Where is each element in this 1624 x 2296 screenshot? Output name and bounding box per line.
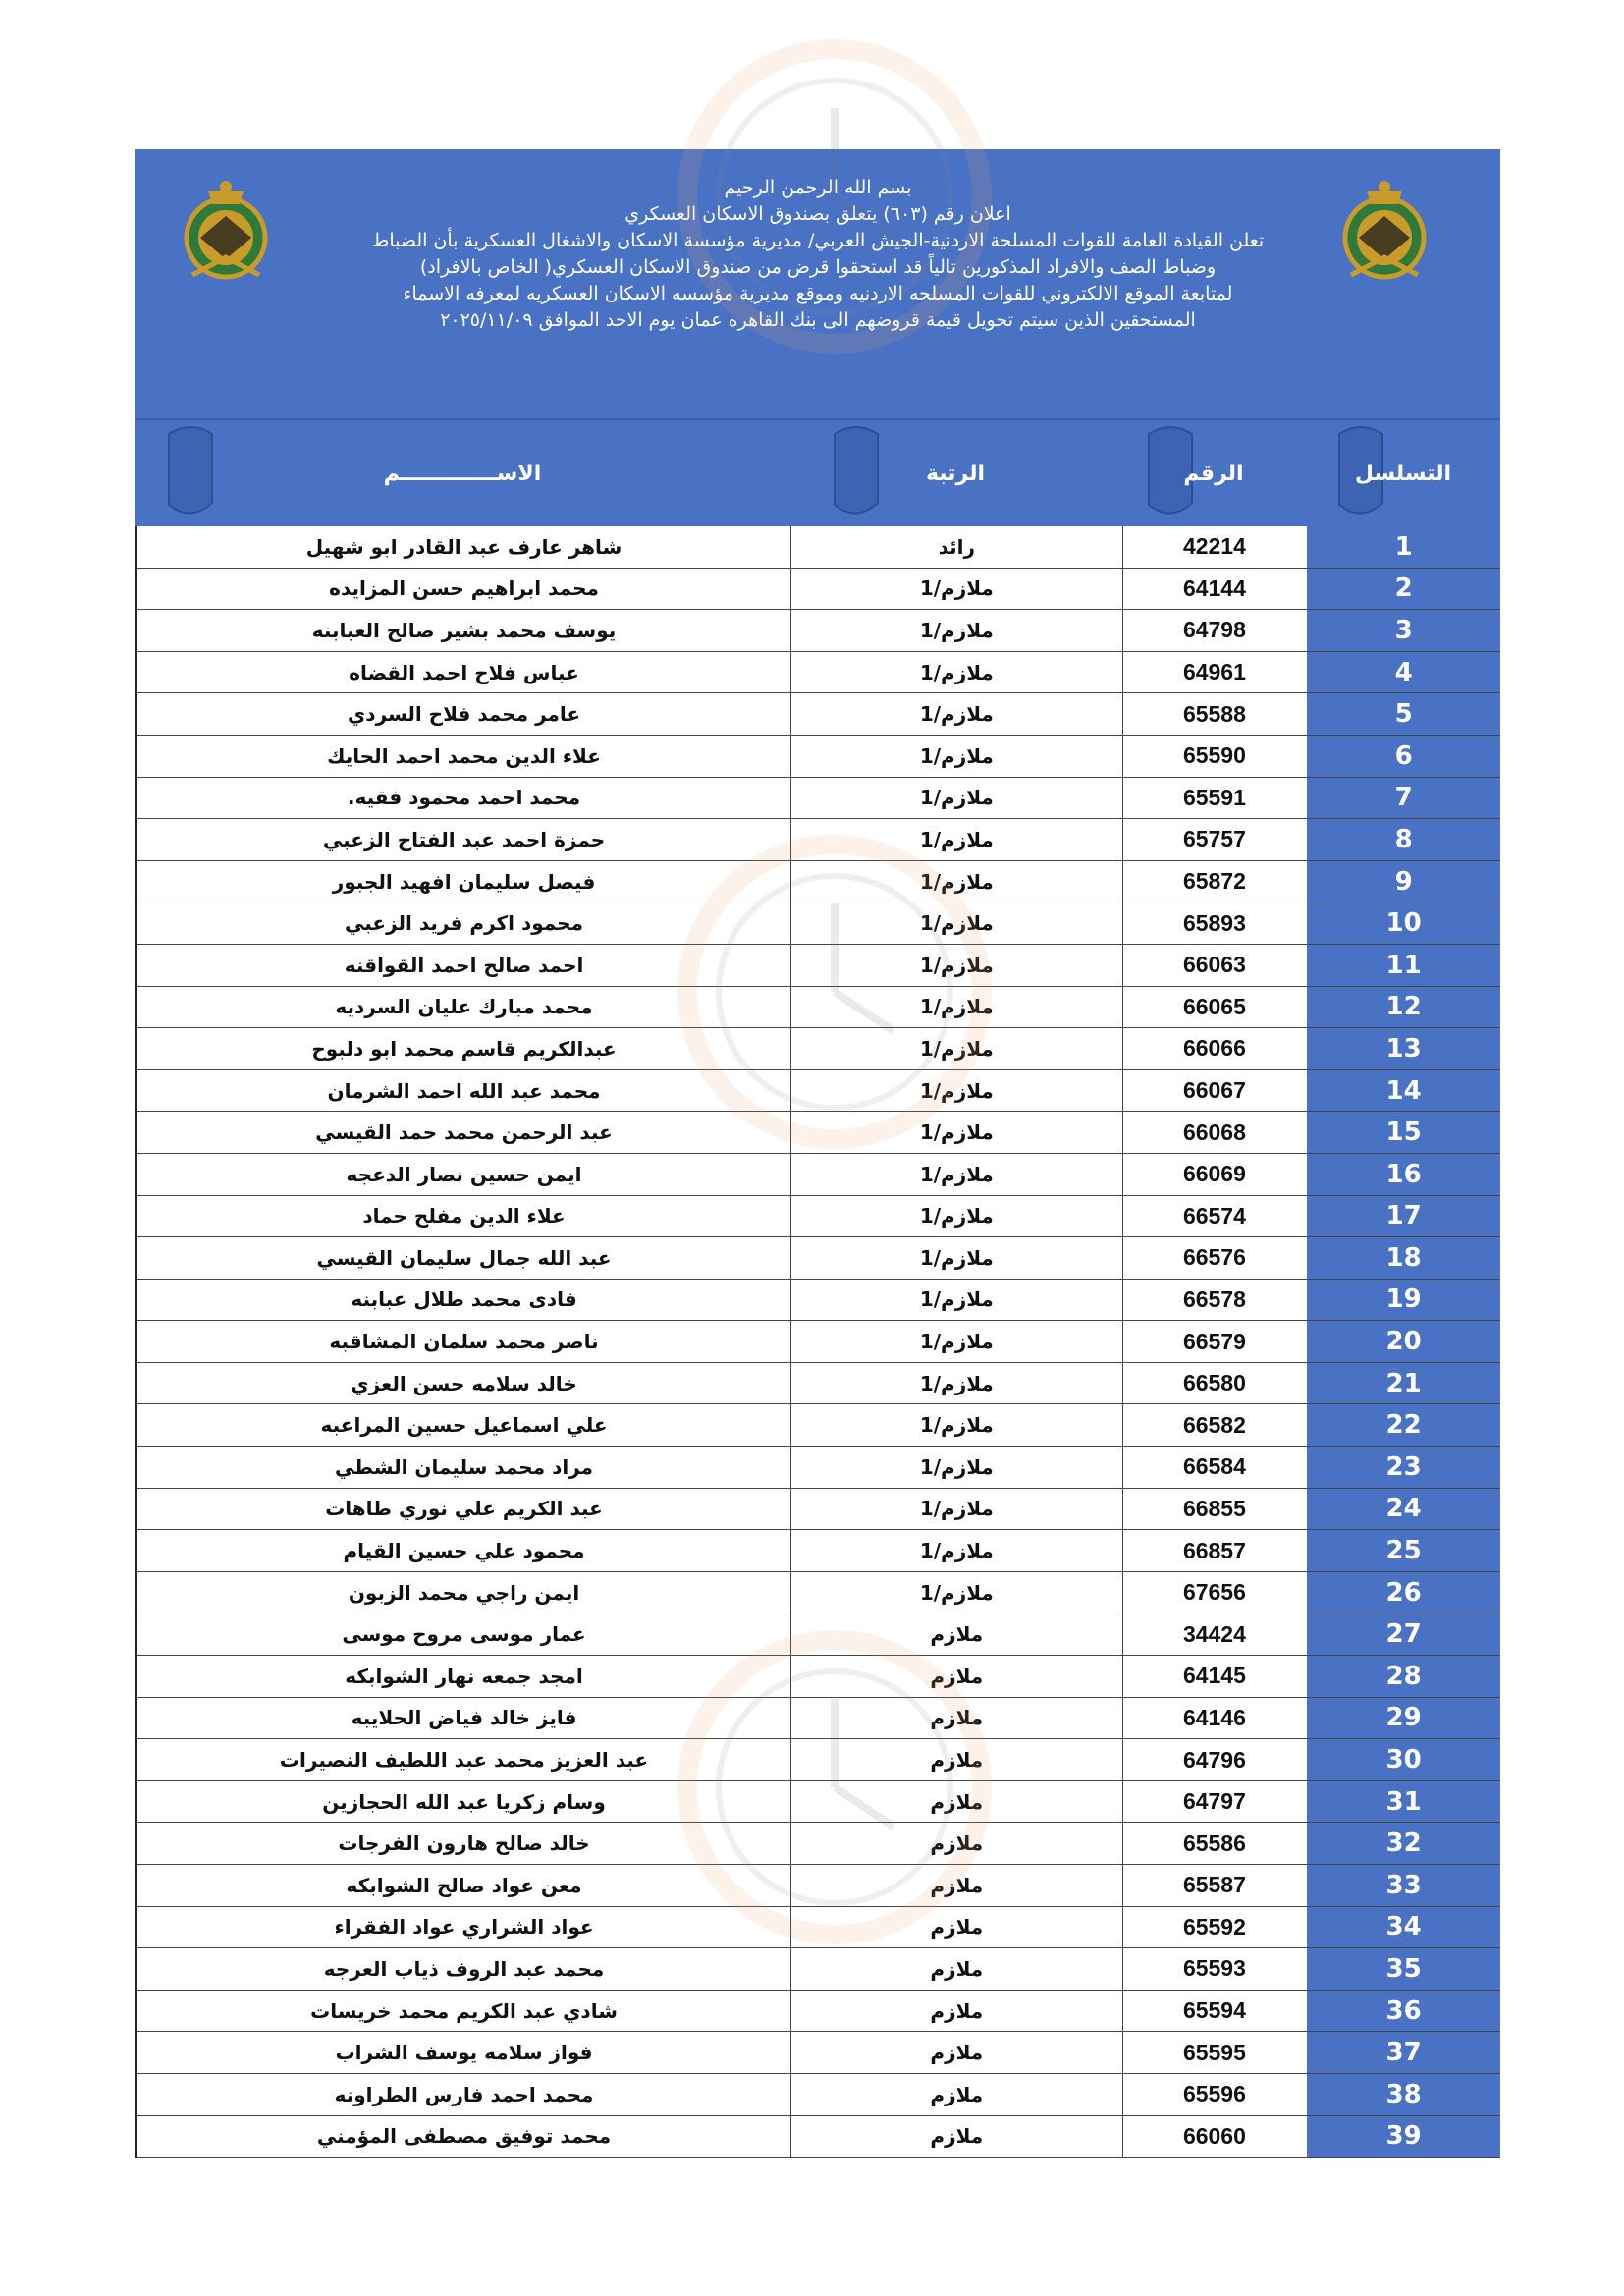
table-row <box>137 1739 1500 1781</box>
number-cell: 64145 <box>1122 1656 1307 1697</box>
table-row <box>137 693 1500 736</box>
number-cell: 66063 <box>1122 945 1307 986</box>
serial-cell: 20 <box>1306 1321 1500 1362</box>
name-cell: علاء الدين مفلح حماد <box>362 1204 566 1229</box>
table-row <box>137 2074 1500 2116</box>
name-cell: فايز خالد فياض الحلايبه <box>351 1706 577 1730</box>
number-cell: 66067 <box>1122 1070 1307 1112</box>
rank-cell: ملازم/1 <box>790 1196 1122 1237</box>
announcement-text <box>332 175 1304 334</box>
serial-cell: 33 <box>1306 1865 1500 1906</box>
name-cell: محمد عبد الله احمد الشرمان <box>327 1078 601 1103</box>
table-row <box>137 861 1500 903</box>
name-cell: علي اسماعيل حسين المراعبه <box>320 1413 608 1438</box>
serial-cell: 5 <box>1306 693 1500 735</box>
number-cell: 67656 <box>1122 1572 1307 1613</box>
table-row <box>137 1948 1500 1991</box>
number-cell: 65893 <box>1122 902 1307 944</box>
rank-cell: ملازم/1 <box>790 987 1122 1028</box>
name-cell: عمار موسى مروح موسى <box>342 1622 586 1647</box>
serial-cell: 34 <box>1306 1907 1500 1948</box>
table-row <box>137 1028 1500 1070</box>
table-row <box>137 1112 1500 1154</box>
rank-cell: ملازم <box>790 2116 1122 2158</box>
table-row <box>137 652 1500 694</box>
name-cell: محمد توفيق مصطفى المؤمني <box>316 2124 612 2149</box>
serial-cell: 25 <box>1306 1530 1500 1571</box>
rank-cell: ملازم/1 <box>790 1321 1122 1362</box>
number-cell: 66857 <box>1122 1530 1307 1571</box>
table-row <box>137 1613 1500 1656</box>
number-cell: 65596 <box>1122 2074 1307 2115</box>
serial-cell: 22 <box>1306 1404 1500 1446</box>
number-cell: 65594 <box>1122 1991 1307 2032</box>
number-cell: 65595 <box>1122 2032 1307 2073</box>
name-cell: وسام زكريا عبد الله الحجازين <box>322 1789 606 1814</box>
name-cell: عواد الشراري عواد الفقراء <box>334 1915 594 1940</box>
number-cell: 66069 <box>1122 1154 1307 1195</box>
serial-cell: 3 <box>1306 610 1500 651</box>
number-cell: 65588 <box>1122 693 1307 735</box>
number-cell: 65593 <box>1122 1948 1307 1990</box>
serial-cell: 36 <box>1306 1991 1500 2032</box>
table-row <box>137 610 1500 652</box>
serial-cell: 10 <box>1306 902 1500 944</box>
rank-cell: ملازم/1 <box>790 1070 1122 1112</box>
number-cell: 42214 <box>1122 526 1307 568</box>
rank-cell: ملازم/1 <box>790 1489 1122 1530</box>
name-cell: عبدالكريم قاسم محمد ابو دلبوح <box>311 1036 617 1061</box>
table-row <box>137 1656 1500 1698</box>
announcement-line: وضباط الصف والافراد المذكورين تالياً قد استحقوا قرض من صندوق الاسكان العسكري( الخاص بالافراد) <box>419 256 1217 278</box>
number-cell: 64961 <box>1122 652 1307 693</box>
name-cell: ايمن حسين نصار الدعجه <box>346 1162 582 1186</box>
number-cell: 65592 <box>1122 1907 1307 1948</box>
name-cell: محمود اكرم فريد الزعبي <box>345 911 583 936</box>
rank-cell: ملازم <box>790 1781 1122 1823</box>
serial-cell: 6 <box>1306 736 1500 777</box>
column-header-name: الاســـــــــــــم <box>135 420 789 526</box>
table-row <box>137 1070 1500 1113</box>
number-cell: 64796 <box>1122 1739 1307 1780</box>
number-cell: 64798 <box>1122 610 1307 651</box>
name-cell: علاء الدين محمد احمد الحايك <box>327 743 601 768</box>
number-cell: 66574 <box>1122 1196 1307 1237</box>
table-row <box>137 1823 1500 1865</box>
rank-cell: ملازم/1 <box>790 1572 1122 1613</box>
serial-cell: 4 <box>1306 652 1500 693</box>
name-cell: مراد محمد سليمان الشطي <box>335 1454 594 1479</box>
rank-cell: ملازم/1 <box>790 1404 1122 1446</box>
announcement-line: المستحقين الذين سيتم تحويل قيمة قروضهم الى بنك القاهره عمان يوم الاحد الموافق ٢٠٢٥/١١/٠٩ <box>440 309 1196 331</box>
rank-cell: ملازم <box>790 2032 1122 2073</box>
name-cell: ناصر محمد سلمان المشاقبه <box>329 1330 599 1354</box>
name-cell: محمد ابراهيم حسن المزايده <box>329 576 599 601</box>
rank-cell: ملازم/1 <box>790 736 1122 777</box>
number-cell: 66576 <box>1122 1237 1307 1279</box>
basmala-line: بسم الله الرحمن الرحيم <box>724 177 912 198</box>
table-row <box>137 569 1500 611</box>
number-cell: 66578 <box>1122 1280 1307 1321</box>
rank-cell: ملازم/1 <box>790 1028 1122 1069</box>
number-cell: 64144 <box>1122 569 1307 610</box>
table-row <box>137 526 1500 569</box>
serial-cell: 15 <box>1306 1112 1500 1153</box>
number-cell: 65587 <box>1122 1865 1307 1906</box>
rank-cell: ملازم <box>790 1991 1122 2032</box>
table-row <box>137 1280 1500 1322</box>
number-cell: 65757 <box>1122 819 1307 860</box>
rank-cell: ملازم/1 <box>790 778 1122 819</box>
rank-cell: ملازم/1 <box>790 569 1122 610</box>
table-row <box>137 1447 1500 1489</box>
number-cell: 65591 <box>1122 778 1307 819</box>
jordan-armed-forces-emblem-icon <box>179 177 273 285</box>
serial-cell: 27 <box>1306 1613 1500 1655</box>
table-row <box>137 1237 1500 1280</box>
announcement-header <box>135 149 1500 418</box>
rank-cell: ملازم/1 <box>790 1112 1122 1153</box>
announcement-line: لمتابعة الموقع الالكتروني للقوات المسلحه الاردنيه وموقع مديرية مؤسسه الاسكان العسكريه لمعرفه الاسماء <box>403 283 1233 304</box>
name-cell: فيصل سليمان افهيد الجبور <box>332 869 596 894</box>
announcement-title: اعلان رقم (٦٠٣) يتعلق بصندوق الاسكان العسكري <box>624 203 1011 225</box>
serial-cell: 39 <box>1306 2116 1500 2158</box>
table-row <box>137 1907 1500 1949</box>
name-cell: ايمن راجي محمد الزبون <box>348 1580 580 1605</box>
number-cell: 66065 <box>1122 987 1307 1028</box>
name-cell: شادي عبد الكريم محمد خريسات <box>310 1998 618 2023</box>
number-cell: 66068 <box>1122 1112 1307 1153</box>
rank-cell: ملازم <box>790 1613 1122 1655</box>
name-cell: حمزة احمد عبد الفتاح الزعبي <box>322 827 606 851</box>
name-cell: محمد احمد محمود فقيه. <box>347 786 581 810</box>
serial-cell: 16 <box>1306 1154 1500 1195</box>
table-row <box>137 778 1500 820</box>
column-header-number: الرقم <box>1121 420 1306 526</box>
number-cell: 66855 <box>1122 1489 1307 1530</box>
name-cell: فادى محمد طلال عبابنه <box>351 1287 577 1312</box>
serial-cell: 1 <box>1306 526 1500 568</box>
number-cell: 65586 <box>1122 1823 1307 1864</box>
serial-cell: 17 <box>1306 1196 1500 1237</box>
rank-cell: ملازم/1 <box>790 693 1122 735</box>
table-row <box>137 1572 1500 1614</box>
number-cell: 66582 <box>1122 1404 1307 1446</box>
rank-cell: ملازم <box>790 1739 1122 1780</box>
rank-cell: ملازم/1 <box>790 902 1122 944</box>
scroll-banner-icon <box>827 424 886 522</box>
rank-cell: ملازم <box>790 2074 1122 2115</box>
announcement-sheet <box>135 149 1500 2158</box>
serial-cell: 38 <box>1306 2074 1500 2115</box>
serial-cell: 28 <box>1306 1656 1500 1697</box>
number-cell: 66580 <box>1122 1363 1307 1404</box>
name-cell: محمد عبد الروف ذياب العرجه <box>323 1956 605 1981</box>
serial-cell: 9 <box>1306 861 1500 902</box>
table-header <box>135 418 1500 526</box>
table-row <box>137 2116 1500 2159</box>
rank-cell: ملازم <box>790 1698 1122 1739</box>
serial-cell: 24 <box>1306 1489 1500 1530</box>
serial-cell: 31 <box>1306 1781 1500 1823</box>
rank-cell: ملازم/1 <box>790 1530 1122 1571</box>
serial-cell: 18 <box>1306 1237 1500 1279</box>
scroll-banner-icon <box>161 424 220 522</box>
name-cell: خالد صالح هارون الفرجات <box>338 1831 590 1856</box>
rank-cell: ملازم/1 <box>790 1280 1122 1321</box>
rank-cell: ملازم/1 <box>790 610 1122 651</box>
serial-cell: 11 <box>1306 945 1500 986</box>
table-row <box>137 1363 1500 1405</box>
name-cell: عبد العزيز محمد عبد اللطيف النصيرات <box>279 1748 649 1773</box>
name-cell: خالد سلامه حسن العزي <box>351 1371 577 1395</box>
table-row <box>137 945 1500 987</box>
name-cell: يوسف محمد بشير صالح العبابنه <box>311 618 617 642</box>
table-row <box>137 1489 1500 1531</box>
rank-cell: ملازم <box>790 1656 1122 1697</box>
serial-cell: 32 <box>1306 1823 1500 1864</box>
table-row <box>137 1154 1500 1196</box>
name-cell: عامر محمد فلاح السردي <box>347 702 581 727</box>
rank-cell: ملازم <box>790 1865 1122 1906</box>
column-header-serial: التسلسل <box>1306 420 1500 526</box>
rank-cell: ملازم/1 <box>790 945 1122 986</box>
number-cell: 66584 <box>1122 1447 1307 1488</box>
rank-cell: ملازم/1 <box>790 819 1122 860</box>
serial-cell: 14 <box>1306 1070 1500 1112</box>
serial-cell: 26 <box>1306 1572 1500 1613</box>
number-cell: 66066 <box>1122 1028 1307 1069</box>
rank-cell: ملازم/1 <box>790 1237 1122 1279</box>
rank-cell: ملازم/1 <box>790 861 1122 902</box>
announcement-line: تعلن القيادة العامة للقوات المسلحة الاردنية-الجيش العربي/ مديرية مؤسسة الاسكان والاشغال العسكرية بأن الضباط <box>371 230 1265 251</box>
name-cell: عبد الرحمن محمد حمد القيسي <box>315 1121 613 1145</box>
serial-cell: 23 <box>1306 1447 1500 1488</box>
rank-cell: رائد <box>790 526 1122 568</box>
rank-cell: ملازم <box>790 1907 1122 1948</box>
serial-cell: 8 <box>1306 819 1500 860</box>
name-cell: احمد صالح احمد القواقنه <box>344 953 584 977</box>
table-row <box>137 987 1500 1029</box>
rank-cell: ملازم <box>790 1948 1122 1990</box>
table-row <box>137 1404 1500 1447</box>
name-cell: عبد الله جمال سليمان القيسي <box>316 1245 612 1270</box>
number-cell: 64797 <box>1122 1781 1307 1823</box>
table-row <box>137 1781 1500 1824</box>
serial-cell: 30 <box>1306 1739 1500 1780</box>
number-cell: 66579 <box>1122 1321 1307 1362</box>
name-cell: شاهر عارف عبد القادر ابو شهيل <box>305 534 623 559</box>
rank-cell: ملازم <box>790 1823 1122 1864</box>
serial-cell: 19 <box>1306 1280 1500 1321</box>
number-cell: 66060 <box>1122 2116 1307 2158</box>
table-row <box>137 819 1500 861</box>
table-row <box>137 1321 1500 1363</box>
name-cell: محمد احمد فارس الطراونه <box>334 2082 594 2106</box>
serial-cell: 21 <box>1306 1363 1500 1404</box>
rank-cell: ملازم/1 <box>790 652 1122 693</box>
number-cell: 64146 <box>1122 1698 1307 1739</box>
number-cell: 65872 <box>1122 861 1307 902</box>
table-row <box>137 1530 1500 1572</box>
name-cell: عبد الكريم علي نوري طاهات <box>325 1497 603 1521</box>
serial-cell: 37 <box>1306 2032 1500 2073</box>
serial-cell: 12 <box>1306 987 1500 1028</box>
name-cell: محمود علي حسين القيام <box>343 1539 585 1563</box>
name-cell: امجد جمعه نهار الشوابكه <box>345 1664 583 1688</box>
serial-cell: 35 <box>1306 1948 1500 1990</box>
column-header-rank: الرتبة <box>789 420 1121 526</box>
table-row <box>137 1196 1500 1238</box>
table-row <box>137 1698 1500 1740</box>
table-row <box>137 736 1500 778</box>
name-cell: فواز سلامه يوسف الشراب <box>335 2041 593 2065</box>
rank-cell: ملازم/1 <box>790 1154 1122 1195</box>
number-cell: 65590 <box>1122 736 1307 777</box>
table-body <box>135 526 1500 2158</box>
number-cell: 34424 <box>1122 1613 1307 1655</box>
rank-cell: ملازم/1 <box>790 1447 1122 1488</box>
name-cell: معن عواد صالح الشوابكه <box>346 1873 582 1897</box>
serial-cell: 2 <box>1306 569 1500 610</box>
rank-cell: ملازم/1 <box>790 1363 1122 1404</box>
name-cell: عباس فلاح احمد القضاه <box>349 660 579 684</box>
table-row <box>137 1865 1500 1907</box>
jordan-armed-forces-emblem-icon <box>1337 177 1432 285</box>
table-row <box>137 902 1500 945</box>
table-row <box>137 2032 1500 2074</box>
table-row <box>137 1991 1500 2033</box>
serial-cell: 29 <box>1306 1698 1500 1739</box>
serial-cell: 13 <box>1306 1028 1500 1069</box>
serial-cell: 7 <box>1306 778 1500 819</box>
name-cell: محمد مبارك عليان السرديه <box>335 995 593 1019</box>
